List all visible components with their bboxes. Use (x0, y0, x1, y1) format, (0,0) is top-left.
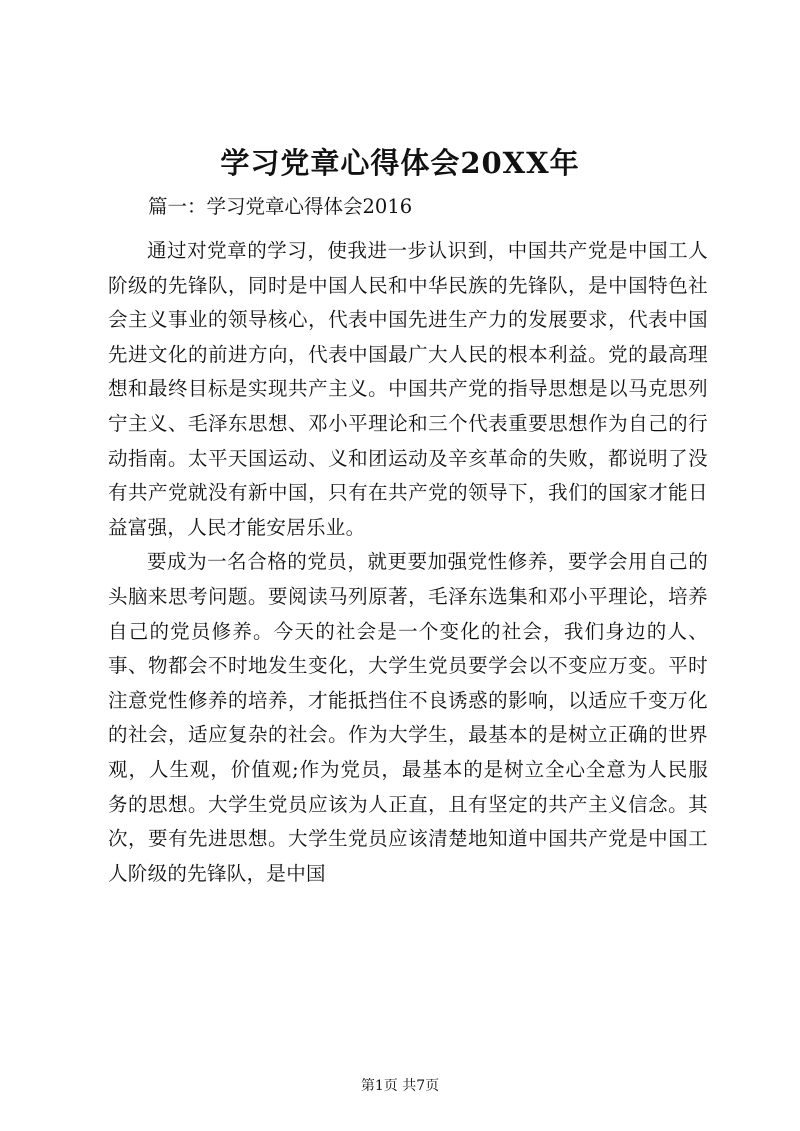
paragraph-2: 要成为一名合格的党员，就更要加强党性修养，要学会用自己的头脑来思考问题。要阅读马列原著，毛泽东选集和邓小平理论，培养自己的党员修养。今天的社会是一个变化的社会，我们身边的人、事、物都会不时地发生变化，大学生党员要学会以不变应万变。平时注意党性修养的培养，才能抵挡住不良诱惑的影响，以适应千变万化的社会，适应复杂的社会。作为大学生，最基本的是树立正确的世界观，人生观，价值观;作为党员，最基本的是树立全心全意为人民服务的思想。大学生党员应该为人正直，且有坚定的共产主义信念。其次，要有先进思想。大学生党员应该清楚地知道中国共产党是中国工人阶级的先锋队，是中国 (108, 550, 708, 885)
document-body (108, 234, 708, 891)
page-footer: 第1页 共7页 (360, 1078, 440, 1094)
paragraph-1: 通过对党章的学习，使我进一步认识到，中国共产党是中国工人阶级的先锋队，同时是中国人民和中华民族的先锋队，是中国特色社会主义事业的领导核心，代表中国先进生产力的发展要求，代表中国先进文化的前进方向，代表中国最广大人民的根本利益。党的最高理想和最终目标是实现共产主义。中国共产党的指导思想是以马克思列宁主义、毛泽东思想、邓小平理论和三个代表重要思想作为自己的行动指南。太平天国运动、义和团运动及辛亥革命的失败，都说明了没有共产党就没有新中国，只有在共产党的领导下，我们的国家才能日益富强，人民才能安居乐业。 (108, 239, 708, 539)
document-subtitle: 篇一：学习党章心得体会2016 (148, 195, 413, 218)
document-title: 学习党章心得体会20XX年 (220, 146, 580, 180)
